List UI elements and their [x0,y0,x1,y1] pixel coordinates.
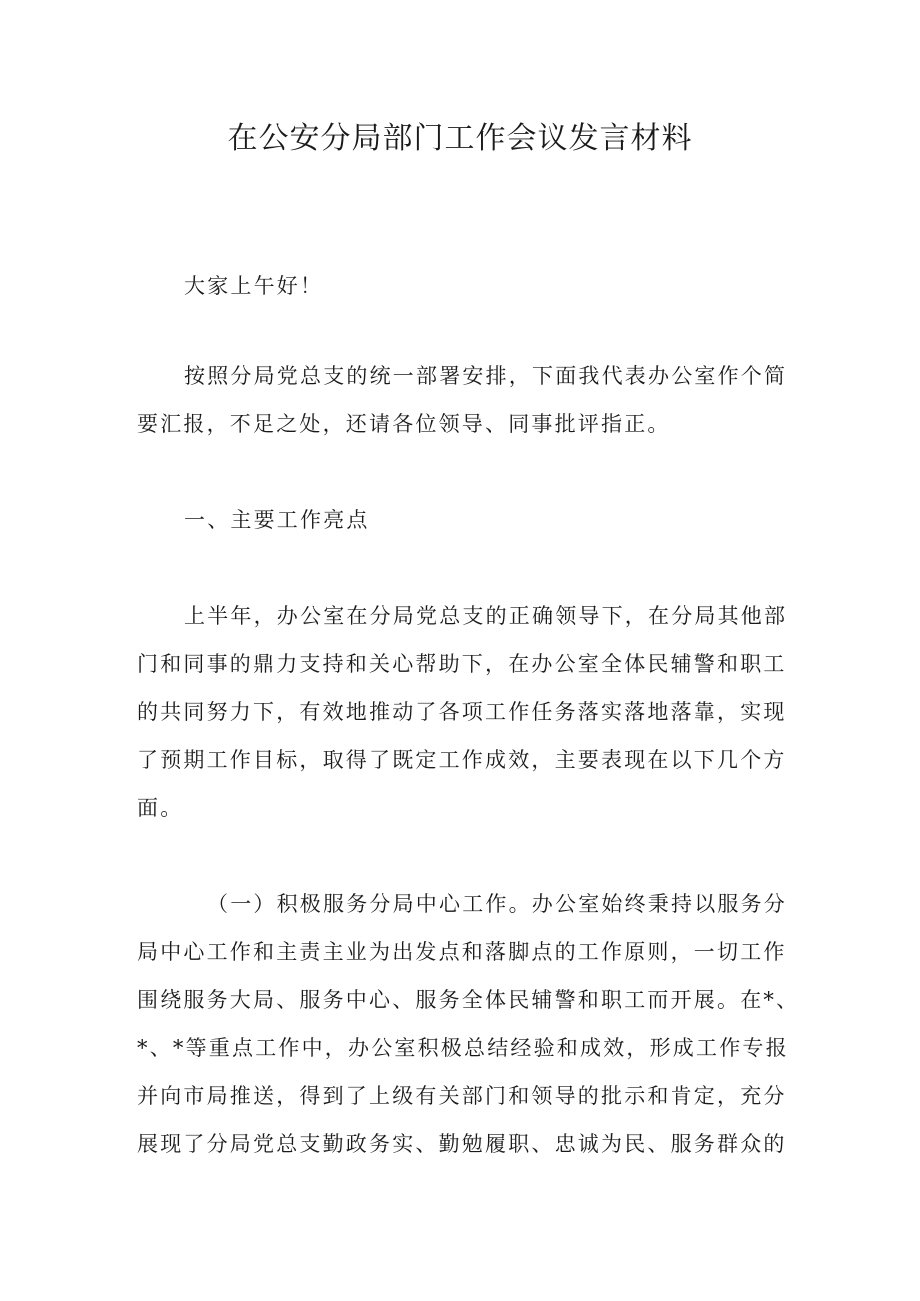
paragraph-line: 并向市局推送，得到了上级有关部门和领导的批示和肯定，充分 [137,1084,787,1108]
paragraph-line: 的共同努力下，有效地推动了各项工作任务落实落地落靠，实现 [137,700,787,724]
paragraph-line: 局中心工作和主责主业为出发点和落脚点的工作原则，一切工作 [137,940,787,964]
intro-line: 按照分局党总支的统一部署安排，下面我代表办公室作个简 [184,364,788,388]
paragraph-line: 展现了分局党总支勤政务实、勤勉履职、忠诚为民、服务群众的 [137,1132,787,1156]
paragraph-line: *、*等重点工作中，办公室积极总结经验和成效，形成工作专报 [137,1036,789,1060]
body-paragraph-1 [137,592,797,832]
paragraph-line: 面。 [137,796,184,820]
intro-paragraph [137,352,797,448]
paragraph-line: 了预期工作目标，取得了既定工作成效，主要表现在以下几个方 [137,748,787,772]
paragraph-line: 上半年，办公室在分局党总支的正确领导下，在分局其他部 [184,604,788,628]
intro-line: 要汇报，不足之处，还请各位领导、同事批评指正。 [137,412,671,436]
paragraph-line: 围绕服务大局、服务中心、服务全体民辅警和职工而开展。在*、 [137,988,800,1012]
section-heading-text: 一、主要工作亮点 [184,508,370,532]
greeting-paragraph [137,262,797,310]
greeting-text: 大家上午好！ [184,274,324,298]
paragraph-line: （一）积极服务分局中心工作。办公室始终秉持以服务分 [207,892,787,916]
section-heading [137,496,797,544]
document-title: 在公安分局部门工作会议发言材料 [227,121,693,156]
paragraph-line: 门和同事的鼎力支持和关心帮助下，在办公室全体民辅警和职工 [137,652,787,676]
body-paragraph-2 [137,880,800,1168]
